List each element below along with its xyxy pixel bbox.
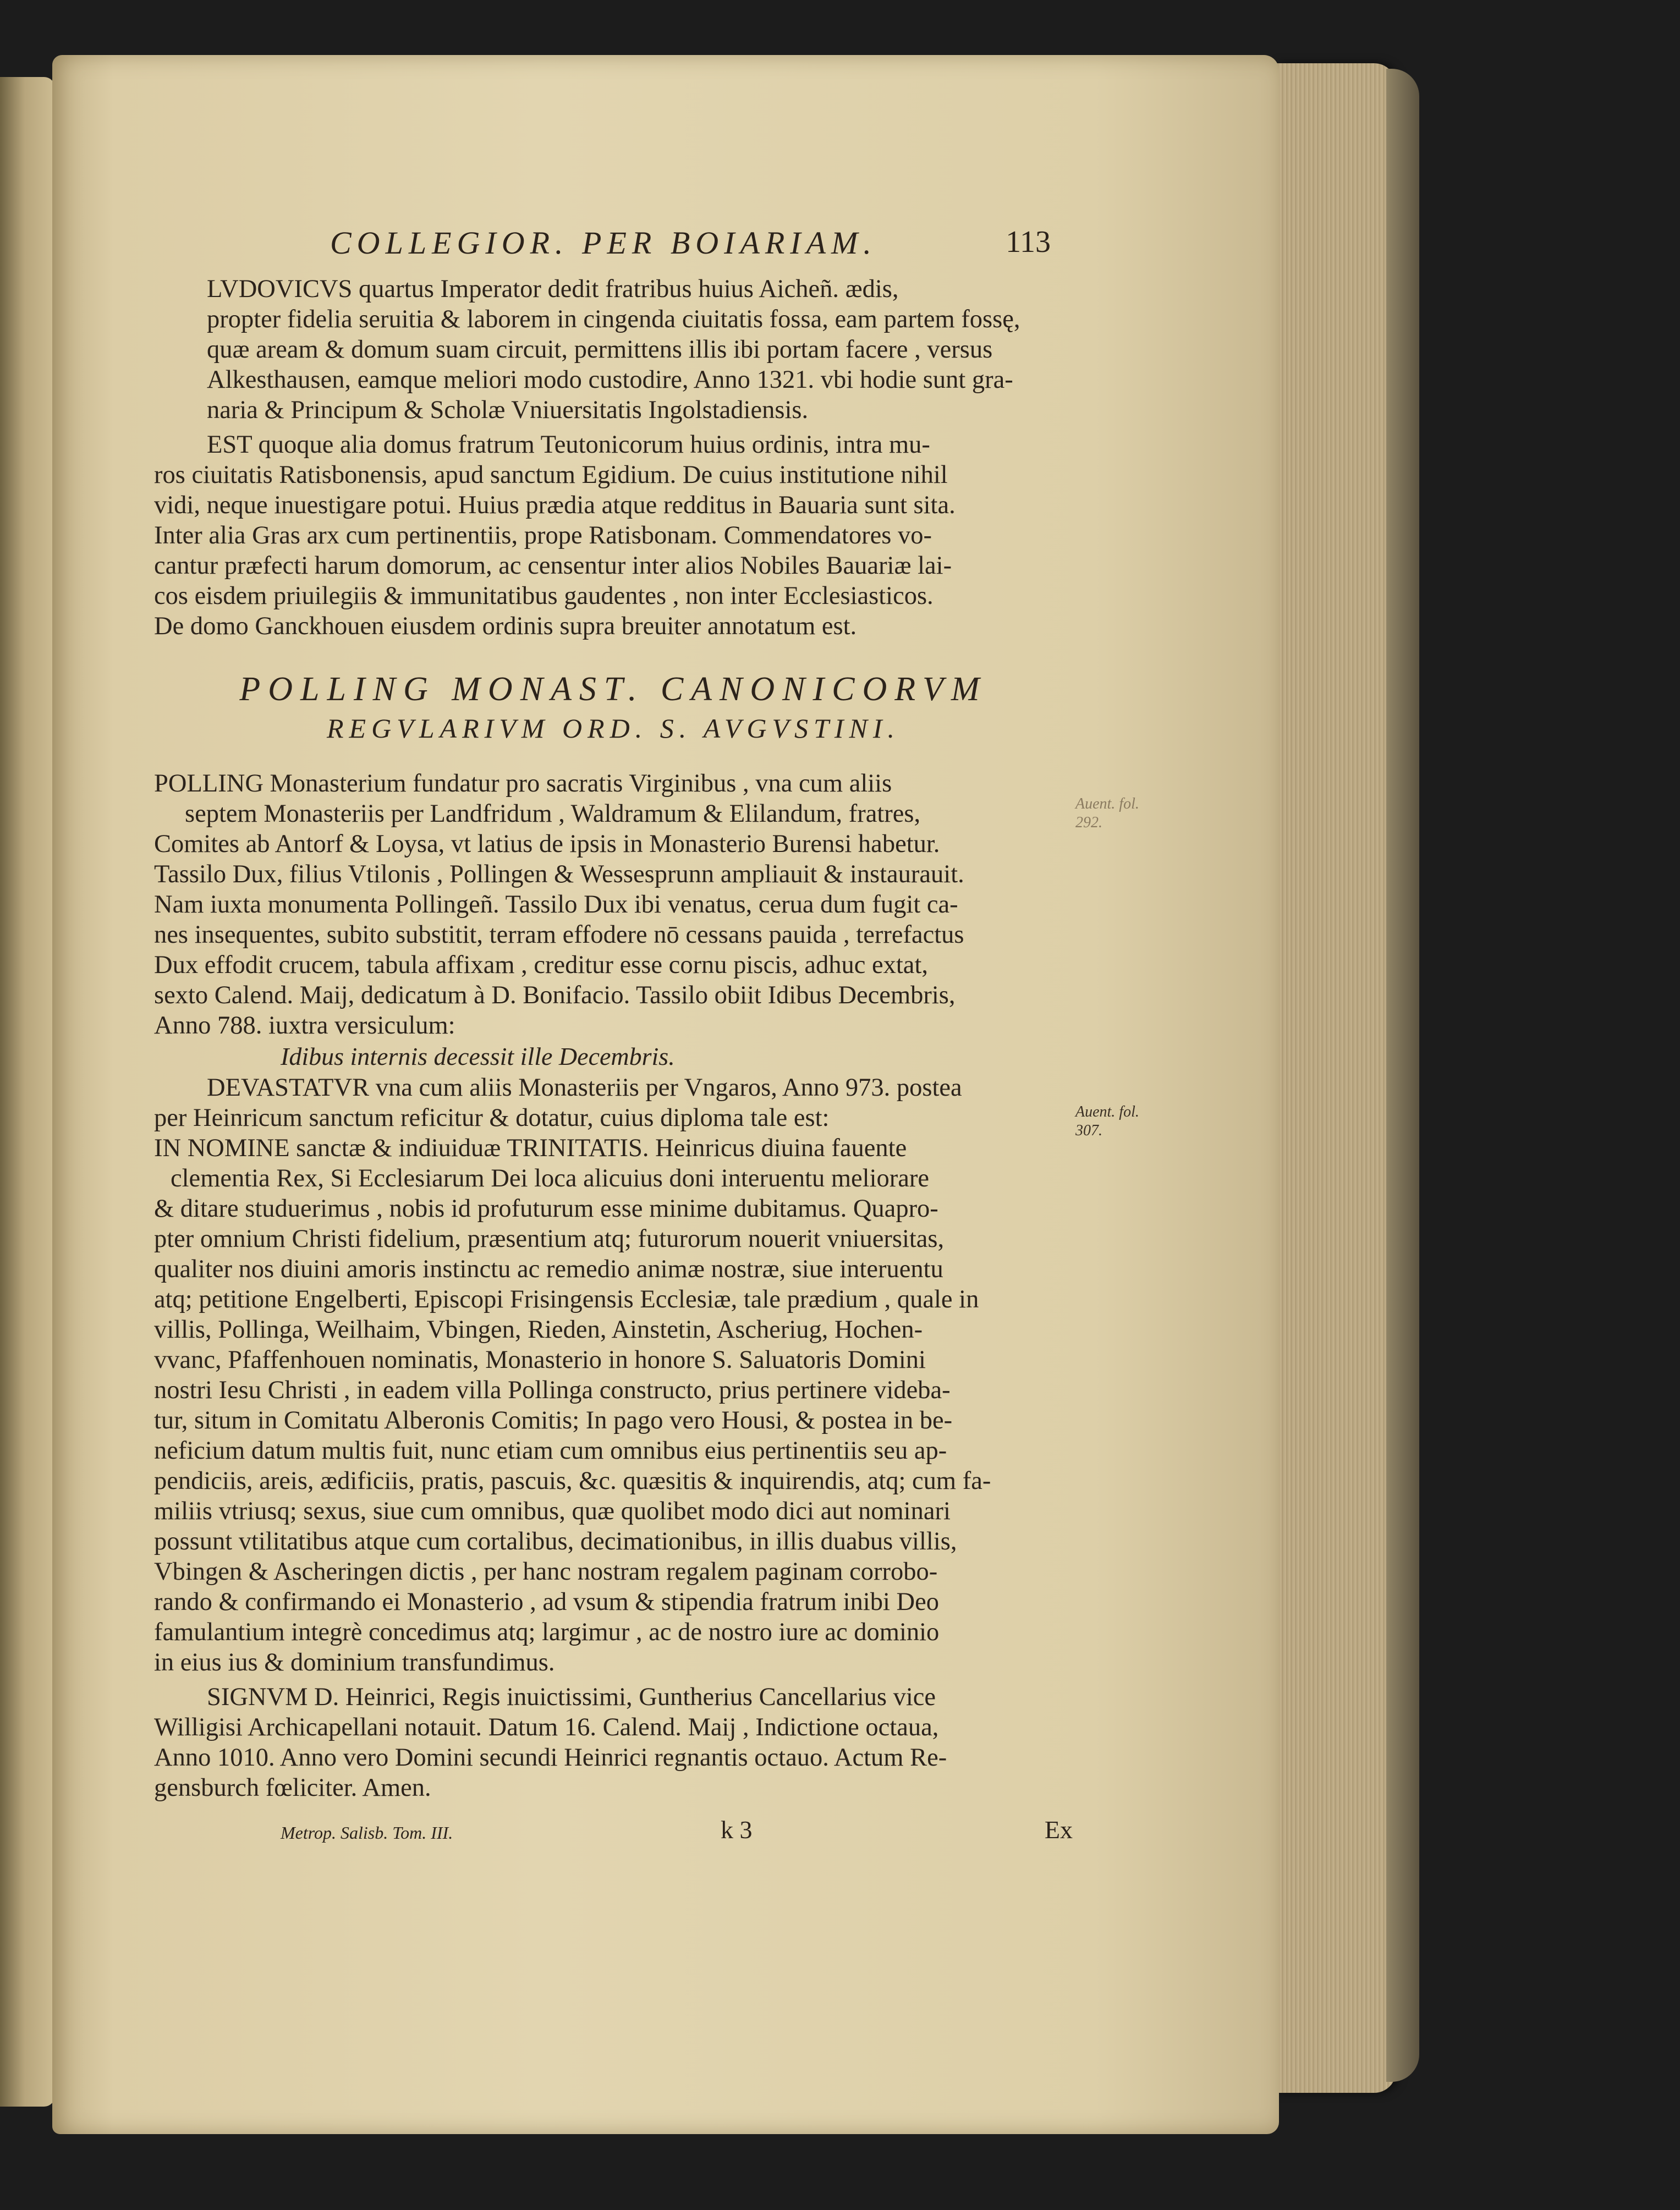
text-line: Alkesthausen, eamque meliori modo custodire, Anno 1321. vbi hodie sunt gra- <box>207 366 1013 394</box>
text-line: qualiter nos diuini amoris instinctu ac remedio animæ nostræ, siue interuentu <box>154 1255 943 1283</box>
text-line: POLLING Monasterium fundatur pro sacratis Virginibus , vna cum aliis <box>154 769 892 798</box>
text-line: Nam iuxta monumenta Pollingeñ. Tassilo Dux ibi venatus, cerua dum fugit ca- <box>154 890 958 919</box>
text-line: sexto Calend. Maij, dedicatum à D. Bonifacio. Tassilo obiit Idibus Decembris, <box>154 981 956 1009</box>
text-line: pter omnium Christi fidelium, præsentium atq; futurorum nouerit vniuersitas, <box>154 1225 945 1253</box>
text-line: Anno 1010. Anno vero Domini secundi Heinrici regnantis octauo. Actum Re- <box>154 1744 947 1772</box>
text-line: famulantium integrè concedimus atq; largimur , ac de nostro iure ac dominio <box>154 1618 940 1646</box>
text-line: cos eisdem priuilegiis & immunitatibus gaudentes , non inter Ecclesiasticos. <box>154 582 934 610</box>
verse-line: Idibus internis decessit ille Decembris. <box>281 1042 675 1070</box>
page-footer <box>154 1815 1073 1854</box>
running-head <box>154 224 1073 274</box>
page-number: 113 <box>1006 225 1051 259</box>
section-heading-line-2: REGVLARIVM ORD. S. AVGVSTINI. <box>326 713 901 744</box>
text-line: ros ciuitatis Ratisbonensis, apud sanctum Egidium. De cuius institutione nihil <box>154 461 948 489</box>
text-line: possunt vtilitatibus atque cum cortalibus, decimationibus, in illis duabus villis, <box>154 1527 957 1555</box>
text-line: nostri Iesu Christi , in eadem villa Pollinga constructo, prius pertinere videba- <box>154 1376 951 1404</box>
text-line: quæ aream & domum suam circuit, permittens illis ibi portam facere , versus <box>207 336 993 364</box>
text-line: villis, Pollinga, Weilhaim, Vbingen, Rieden, Ainstetin, Ascheriug, Hochen- <box>154 1316 923 1344</box>
text-line: Anno 788. iuxtra versiculum: <box>154 1011 455 1040</box>
paragraph-signum <box>154 1682 1073 1803</box>
text-line: per Heinricum sanctum reficitur & dotatur, cuius diploma tale est: <box>154 1104 830 1132</box>
text-line: atq; petitione Engelberti, Episcopi Frisingensis Ecclesiæ, tale prædium , quale in <box>154 1285 979 1313</box>
text-line: Dux effodit crucem, tabula affixam , creditur esse cornu piscis, adhuc extat, <box>154 951 928 979</box>
text-line: in eius ius & dominium transfundimus. <box>154 1648 555 1676</box>
marginal-note-2 <box>1075 1103 1169 1140</box>
text-line: SIGNVM D. Heinrici, Regis inuictissimi, Guntherius Cancellarius vice <box>207 1683 936 1711</box>
book-fore-edge <box>1275 63 1396 2093</box>
text-line: Inter alia Gras arx cum pertinentiis, prope Ratisbonam. Commendatores vo- <box>154 521 932 549</box>
text-line: propter fidelia seruitia & laborem in cingenda ciuitatis fossa, eam partem fossę, <box>207 305 1020 333</box>
text-line: pendiciis, areis, ædificiis, pratis, pascuis, &c. quæsitis & inquirendis, atq; cum fa- <box>154 1467 991 1495</box>
running-title: COLLEGIOR. PER BOIARIAM. <box>330 225 877 261</box>
text-line: clementia Rex, Si Ecclesiarum Dei loca alicuius doni interuentu meliorare <box>171 1164 930 1192</box>
text-line: LVDOVICVS quartus Imperator dedit fratribus huius Aicheñ. ædis, <box>207 275 899 303</box>
section-heading <box>154 670 1073 744</box>
text-line: Vbingen & Ascheringen dictis , per hanc nostram regalem paginam corrobo- <box>154 1558 938 1586</box>
marginal-note-2-ref: Auent. fol. <box>1075 1103 1139 1120</box>
catchword: Ex <box>1044 1816 1073 1844</box>
quire-mark: k 3 <box>721 1816 753 1844</box>
paragraph-devastatur <box>154 1073 1073 1133</box>
text-line: Willigisi Archicapellani notauit. Datum 16. Calend. Maij , Indictione octaua, <box>154 1713 939 1741</box>
text-line: naria & Principum & Scholæ Vniuersitatis Ingolstadiensis. <box>207 396 809 424</box>
paragraph-ludovicus <box>154 274 1073 425</box>
text-line: tur, situm in Comitatu Alberonis Comitis; In pago vero Housi, & postea in be- <box>154 1406 953 1434</box>
text-line: nes insequentes, subito substitit, terram effodere nō cessans pauida , terrefactus <box>154 921 964 949</box>
text-line: & ditare studuerimus , nobis id profuturum esse minime dubitamus. Quapro- <box>154 1195 938 1223</box>
text-line: cantur præfecti harum domorum, ac censentur inter alios Nobiles Bauariæ lai- <box>154 552 952 580</box>
text-line: Comites ab Antorf & Loysa, vt latius de ipsis in Monasterio Burensi habetur. <box>154 830 940 858</box>
paragraph-teutonic-house <box>154 430 1073 641</box>
text-line: miliis vtriusq; sexus, siue cum omnibus, quæ quolibet modo dici aut nominari <box>154 1497 951 1525</box>
marginal-note-1-page: 292. <box>1075 814 1102 831</box>
text-block <box>154 224 1073 1854</box>
paragraph-diploma <box>154 1133 1073 1678</box>
text-line: septem Monasteriis per Landfridum , Waldramum & Elilandum, fratres, <box>185 800 921 828</box>
text-line: vvanc, Pfaffenhouen nominatis, Monasterio in honore S. Saluatoris Domini <box>154 1346 926 1374</box>
marginal-note-1-ref: Auent. fol. <box>1075 795 1139 812</box>
paragraph-polling-founding <box>154 768 1073 1041</box>
section-heading-line-1: POLLING MONAST. CANONICORVM <box>239 670 987 708</box>
text-line: EST quoque alia domus fratrum Teutonicorum huius ordinis, intra mu- <box>207 431 930 459</box>
text-line: DEVASTATVR vna cum aliis Monasteriis per Vngaros, Anno 973. postea <box>207 1074 962 1102</box>
footer-signature: Metrop. Salisb. Tom. III. <box>281 1823 453 1843</box>
book-cover <box>1386 69 1419 2082</box>
text-line: IN NOMINE sanctæ & indiuiduæ TRINITATIS. Heinricus diuina fauente <box>154 1134 907 1162</box>
text-line: De domo Ganckhouen eiusdem ordinis supra breuiter annotatum est. <box>154 612 857 640</box>
text-line: vidi, neque inuestigare potui. Huius prædia atque redditus in Bauaria sunt sita. <box>154 491 956 519</box>
facing-page-edge <box>0 77 55 2107</box>
marginal-note-2-page: 307. <box>1075 1122 1102 1139</box>
marginal-note-1 <box>1075 795 1169 832</box>
text-line: neficium datum multis fuit, nunc etiam cum omnibus eius pertinentiis seu ap- <box>154 1437 947 1465</box>
text-line: gensburch fœliciter. Amen. <box>154 1774 431 1802</box>
text-line: Tassilo Dux, filius Vtilonis , Pollingen & Wessesprunn ampliauit & instaurauit. <box>154 860 964 888</box>
text-line: rando & confirmando ei Monasterio , ad vsum & stipendia fratrum inibi Deo <box>154 1588 939 1616</box>
